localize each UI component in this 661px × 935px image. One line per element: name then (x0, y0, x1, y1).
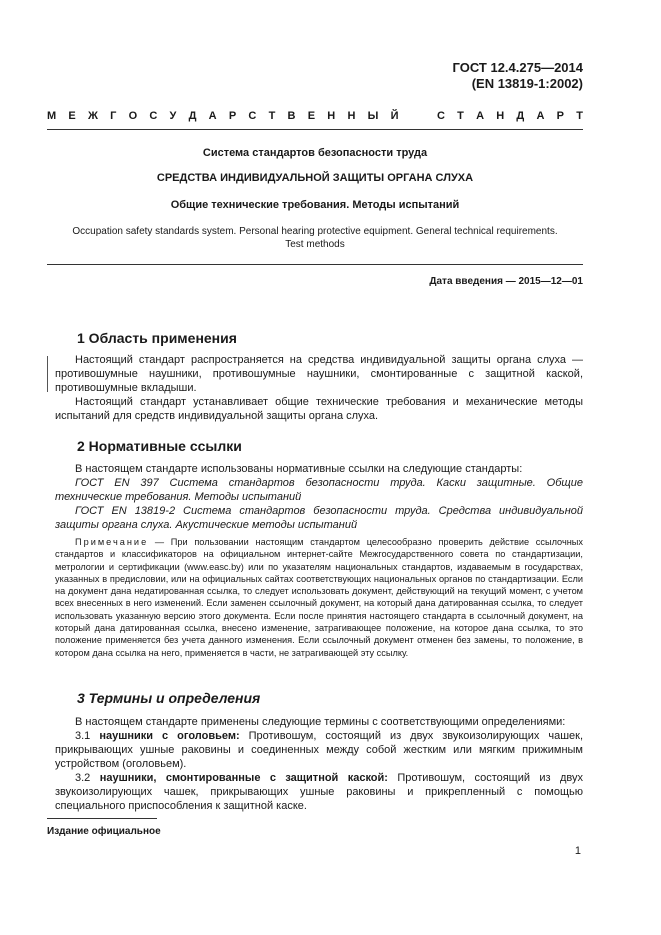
banner-letter: М (47, 110, 57, 122)
banner-letter: О (128, 110, 138, 122)
banner-letter: Ы (367, 110, 379, 122)
section-1-heading (77, 330, 237, 346)
term-3-2-definition: Противошум, состоящий из двух звукоизолирующих чашек, прикрывающих ушные раковины и прикрепленный с помощью специального приспособления к защитной каске. (55, 772, 583, 812)
title-rule (47, 264, 583, 265)
banner-letter: Е (307, 110, 316, 122)
term-3-2-name: наушники, смонтированные с защитной каской: (99, 772, 388, 784)
footer-rule (47, 818, 157, 819)
banner-letter: У (169, 110, 177, 122)
banner-letter: Ж (87, 110, 98, 122)
document-title: СРЕДСТВА ИНДИВИДУАЛЬНОЙ ЗАЩИТЫ ОРГАНА СЛУХА (156, 172, 474, 184)
header-rule (47, 129, 583, 130)
banner-letter: Т (268, 110, 276, 122)
normative-reference-2: ГОСТ EN 13819-2 Система стандартов безопасности труда. Средства индивидуальной защиты органа слуха. Акустические методы испытаний (55, 505, 583, 531)
section-3-title: 3 Термины и определения (77, 690, 261, 706)
banner-letter: В (287, 110, 296, 122)
english-title: Occupation safety standards system. Personal hearing protective equipment. General technical requirements. Test methods (72, 226, 558, 250)
section-3-heading (77, 690, 260, 706)
introduction-date: Дата введения — 2015—12—01 (429, 276, 583, 287)
normative-reference-1: ГОСТ EN 397 Система стандартов безопасности труда. Каски защитные. Общие технические требования. Методы испытаний (55, 477, 583, 503)
official-edition-label: Издание официальное (47, 826, 161, 837)
banner-letter: Н (496, 110, 505, 122)
term-3-1-definition: Противошум, состоящий из двух звукоизолирующих чашек, прикрывающих ушные раковины и соединенных между собой жестким или мягким прижимным устройством (оголовьем). (55, 730, 584, 770)
banner-letter: Т (576, 110, 583, 122)
term-3-1-number: 3.1 (75, 730, 100, 742)
term-3-1 (55, 729, 583, 771)
document-subtitle: Общие технические требования. Методы испытаний (170, 199, 460, 211)
term-3-2-number: 3.2 (75, 772, 100, 784)
banner-letter: Р (228, 110, 237, 122)
section-2-body (55, 462, 583, 532)
note-label: Примечание (75, 537, 149, 547)
standard-code-en: (EN 13819-1:2002) (471, 76, 583, 91)
banner-letter: Д (188, 110, 197, 122)
banner-letter: Д (516, 110, 525, 122)
term-3-2 (55, 771, 583, 813)
section-1-title: 1 Область применения (77, 330, 237, 346)
banner-letter: Н (327, 110, 336, 122)
banner-letter: А (476, 110, 485, 122)
banner-letter: Р (556, 110, 564, 122)
banner-letter: Е (68, 110, 76, 122)
system-title: Система стандартов безопасности труда (202, 147, 428, 159)
section-1-paragraph-1: Настоящий стандарт распространяется на средства индивидуальной защиты органа слуха — противошумные наушники, противошумные наушники, смонтированные с защитной каской, противошумные вкладыши. (55, 354, 583, 394)
banner-letter: С (436, 110, 445, 122)
banner-letter: С (149, 110, 158, 122)
interstate-standard-banner (47, 110, 583, 122)
section-3-paragraph-1: В настоящем стандарте применены следующие термины с соответствующими определениями: (75, 716, 566, 728)
banner-letter: Г (110, 110, 117, 122)
section-3-body (55, 715, 583, 813)
banner-letter: С (248, 110, 257, 122)
section-1-body (55, 353, 583, 423)
note-text: — При пользовании настоящим стандартом целесообразно проверить действие ссылочных стандартов и классификаторов на официальном интернет-сайте Межгосударственного совета по стандартизации, метрологии и сертификации (www.easc.by) или по указателям национальных стандартов, издаваемым в государствах, указанных в предисловии, или на официальных сайтах соответствующих национальных органов по стандартизации. Если на документ дана недатированная ссылка, то следует использовать документ, действующий на текущий момент, с учетом всех внесенных в него изменений. Если заменен ссылочный документ, на который дана датированная ссылка, то следует использовать указанную версию этого документа. Если после принятия настоящего стандарта в ссылочный документ, на который дана датированная ссылка, внесено изменение, затрагивающее положение, на которое дана ссылка, то это положение применяется без учета данного изменения. Если ссылочный документ отменен без замены, то положение, в котором дана ссылка на него, применяется в части, не затрагивающей эту ссылку. (55, 537, 583, 658)
section-2-title: 2 Нормативные ссылки (77, 438, 242, 454)
standard-code-gost: ГОСТ 12.4.275—2014 (452, 60, 583, 75)
section-2-paragraph-1: В настоящем стандарте использованы нормативные ссылки на следующие стандарты: (75, 463, 523, 475)
banner-letter: Н (347, 110, 356, 122)
banner-letter: А (208, 110, 217, 122)
page-number: 1 (574, 845, 581, 857)
change-bar (47, 356, 48, 392)
term-3-1-name: наушники с оголовьем: (99, 730, 240, 742)
banner-letter: Т (457, 110, 464, 122)
banner-gap (411, 110, 425, 122)
banner-letter: Й (390, 110, 399, 122)
section-1-paragraph-2: Настоящий стандарт устанавливает общие технические требования и механические методы испытаний для средств индивидуальной защиты органа слуха. (55, 396, 583, 422)
standard-code (453, 60, 583, 92)
banner-letter: А (536, 110, 545, 122)
section-2-note (55, 536, 583, 659)
section-2-heading (77, 438, 242, 454)
